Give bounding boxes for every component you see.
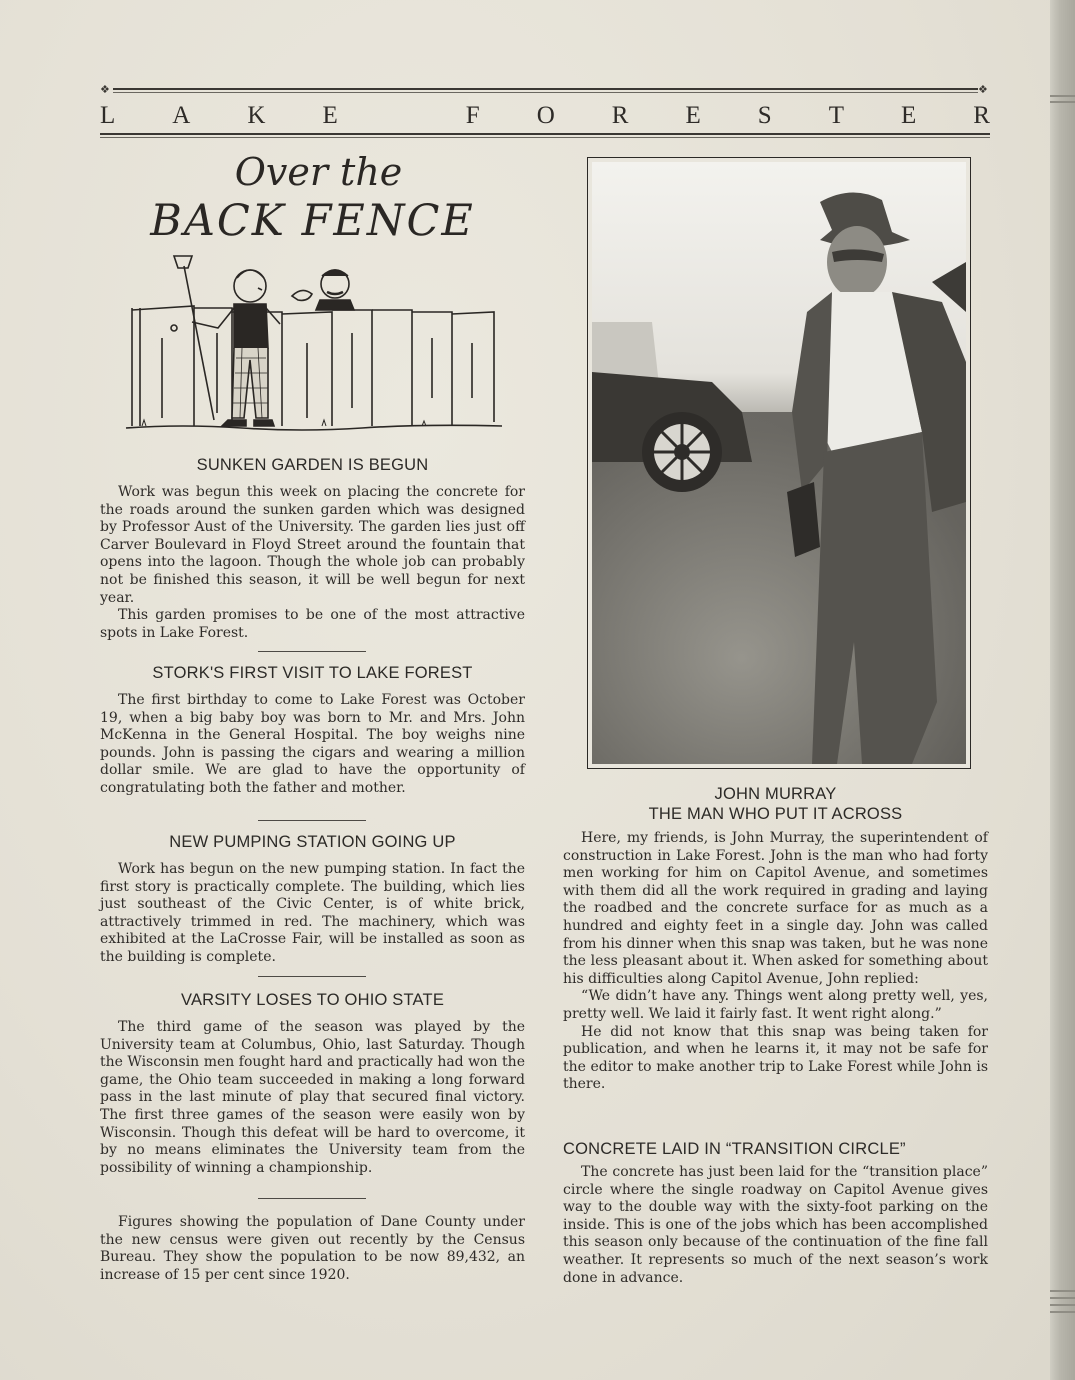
paragraph: Work has begun on the new pumping station. In fact the first story is practically complete. The building, which lies just southeast of the Civic Center, is of white brick, attractively trimmed in red. The machinery, which was exhibited at the LaCrosse Fair, will be installed as soon as the building is complete. — [100, 861, 525, 965]
masthead-letter: E — [685, 102, 701, 129]
paragraph: He did not know that this snap was being taken for publication, and when he learns it, it may not be safe for the editor to make another trip to Lake Forest while John is there. — [563, 1023, 988, 1093]
photo-caption — [563, 785, 988, 824]
masthead-letter: K — [247, 102, 266, 129]
masthead-letter: E — [322, 102, 338, 129]
paragraph: “We didn’t have any. Things went along pretty well, yes, pretty well. We laid it fairly fast. It went right along.” — [563, 988, 988, 1022]
divider — [258, 651, 366, 652]
caption-line-1: JOHN MURRAY — [714, 785, 837, 803]
page-edge — [1050, 0, 1075, 1380]
ornament-right: ❖ — [978, 83, 988, 96]
masthead-letter: T — [828, 102, 844, 129]
divider — [258, 1198, 366, 1199]
caption-line-2: THE MAN WHO PUT IT ACROSS — [648, 805, 903, 823]
masthead-bottom-rule-2 — [100, 137, 990, 138]
back-fence-illustration — [122, 248, 512, 438]
masthead-letter: E — [900, 102, 917, 129]
heading-concrete: CONCRETE LAID IN “TRANSITION CIRCLE” — [563, 1140, 906, 1158]
paragraph: Work was begun this week on placing the concrete for the roads around the sunken garden which was designed by Professor Aust of the University. The garden lies just off Carver Boulevard in Floyd Street around the fountain that opens into the lagoon. Though the whole job can probably not be finished this season, it will be well begun for next year. — [100, 484, 525, 606]
masthead-letter: O — [536, 102, 555, 129]
heading-varsity: VARSITY LOSES TO OHIO STATE — [180, 991, 445, 1009]
masthead-letter: R — [973, 102, 990, 129]
masthead-letter: R — [611, 102, 629, 129]
paragraph: Here, my friends, is John Murray, the superintendent of construction in Lake Forest. John is the man who had forty men working for him on Capitol Avenue, and sometimes with them did all the work required in grading and laying the roadbed and the concrete surface for as much as a hundred and eighty feet in a single day. John was called from his dinner when this snap was taken, but he was none the less pleasant about it. When asked for something about his difficulties along Capitol Avenue, John replied: — [563, 830, 988, 987]
article-stork — [100, 664, 525, 798]
ornament-left: ❖ — [100, 83, 110, 96]
article-sunken-garden — [100, 456, 525, 642]
masthead-letter: S — [757, 102, 772, 129]
divider — [258, 976, 366, 977]
article-census — [100, 1214, 525, 1284]
paragraph: Figures showing the population of Dane County under the new census were given out recently by the Census Bureau. They show the population to be now 89,432, an increase of 15 per cent since 1920. — [100, 1214, 525, 1283]
title-back-fence: BACK FENCE — [150, 196, 475, 246]
paragraph: The third game of the season was played by the University team at Columbus, Ohio, last Saturday. Though the Wisconsin men fought hard and practically had won the game, the Ohio team succeeded in making a long forward pass in the last minute of play that secured final victory. The first three games of the season were easily won by Wisconsin. Though this defeat will be hard to overcome, it by no means eliminates the University team from the possibility of winning a championship. — [100, 1019, 525, 1176]
photo-frame — [587, 157, 971, 769]
masthead-top-rule — [113, 88, 978, 90]
masthead-bottom-rule — [100, 133, 990, 135]
masthead-letter: L — [100, 102, 116, 129]
heading-stork: STORK'S FIRST VISIT TO LAKE FOREST — [152, 664, 473, 682]
heading-pumping-station: NEW PUMPING STATION GOING UP — [169, 833, 456, 851]
title-over-the: Over the — [234, 150, 403, 194]
divider — [258, 820, 366, 821]
article-pumping-station — [100, 833, 525, 967]
article-john-murray — [563, 830, 988, 1094]
masthead-top-rule-2 — [113, 92, 978, 93]
paragraph: The first birthday to come to Lake Forest was October 19, when a big baby boy was born to Mr. and Mrs. John McKenna in the General Hospital. The boy weighs nine pounds. John is passing the cigars and wearing a million dollar smile. We are glad to have the opportunity of congratulating both the father and mother. — [100, 692, 525, 796]
article-concrete — [563, 1140, 988, 1287]
john-murray-photo — [592, 162, 966, 764]
article-varsity — [100, 991, 525, 1177]
masthead — [100, 100, 990, 132]
masthead-letter: A — [172, 102, 191, 129]
heading-sunken-garden: SUNKEN GARDEN IS BEGUN — [196, 456, 429, 474]
paragraph: The concrete has just been laid for the “transition place” circle where the single roadway on Capitol Avenue gives way to the double way with the sixty-foot parking on the inside. This is one of the jobs which has been accomplished this season only because of the continuation of the fine fall weather. It represents so much of the next season’s work done in advance. — [563, 1164, 988, 1286]
paragraph: This garden promises to be one of the most attractive spots in Lake Forest. — [100, 607, 525, 641]
masthead-letter: F — [465, 102, 480, 129]
